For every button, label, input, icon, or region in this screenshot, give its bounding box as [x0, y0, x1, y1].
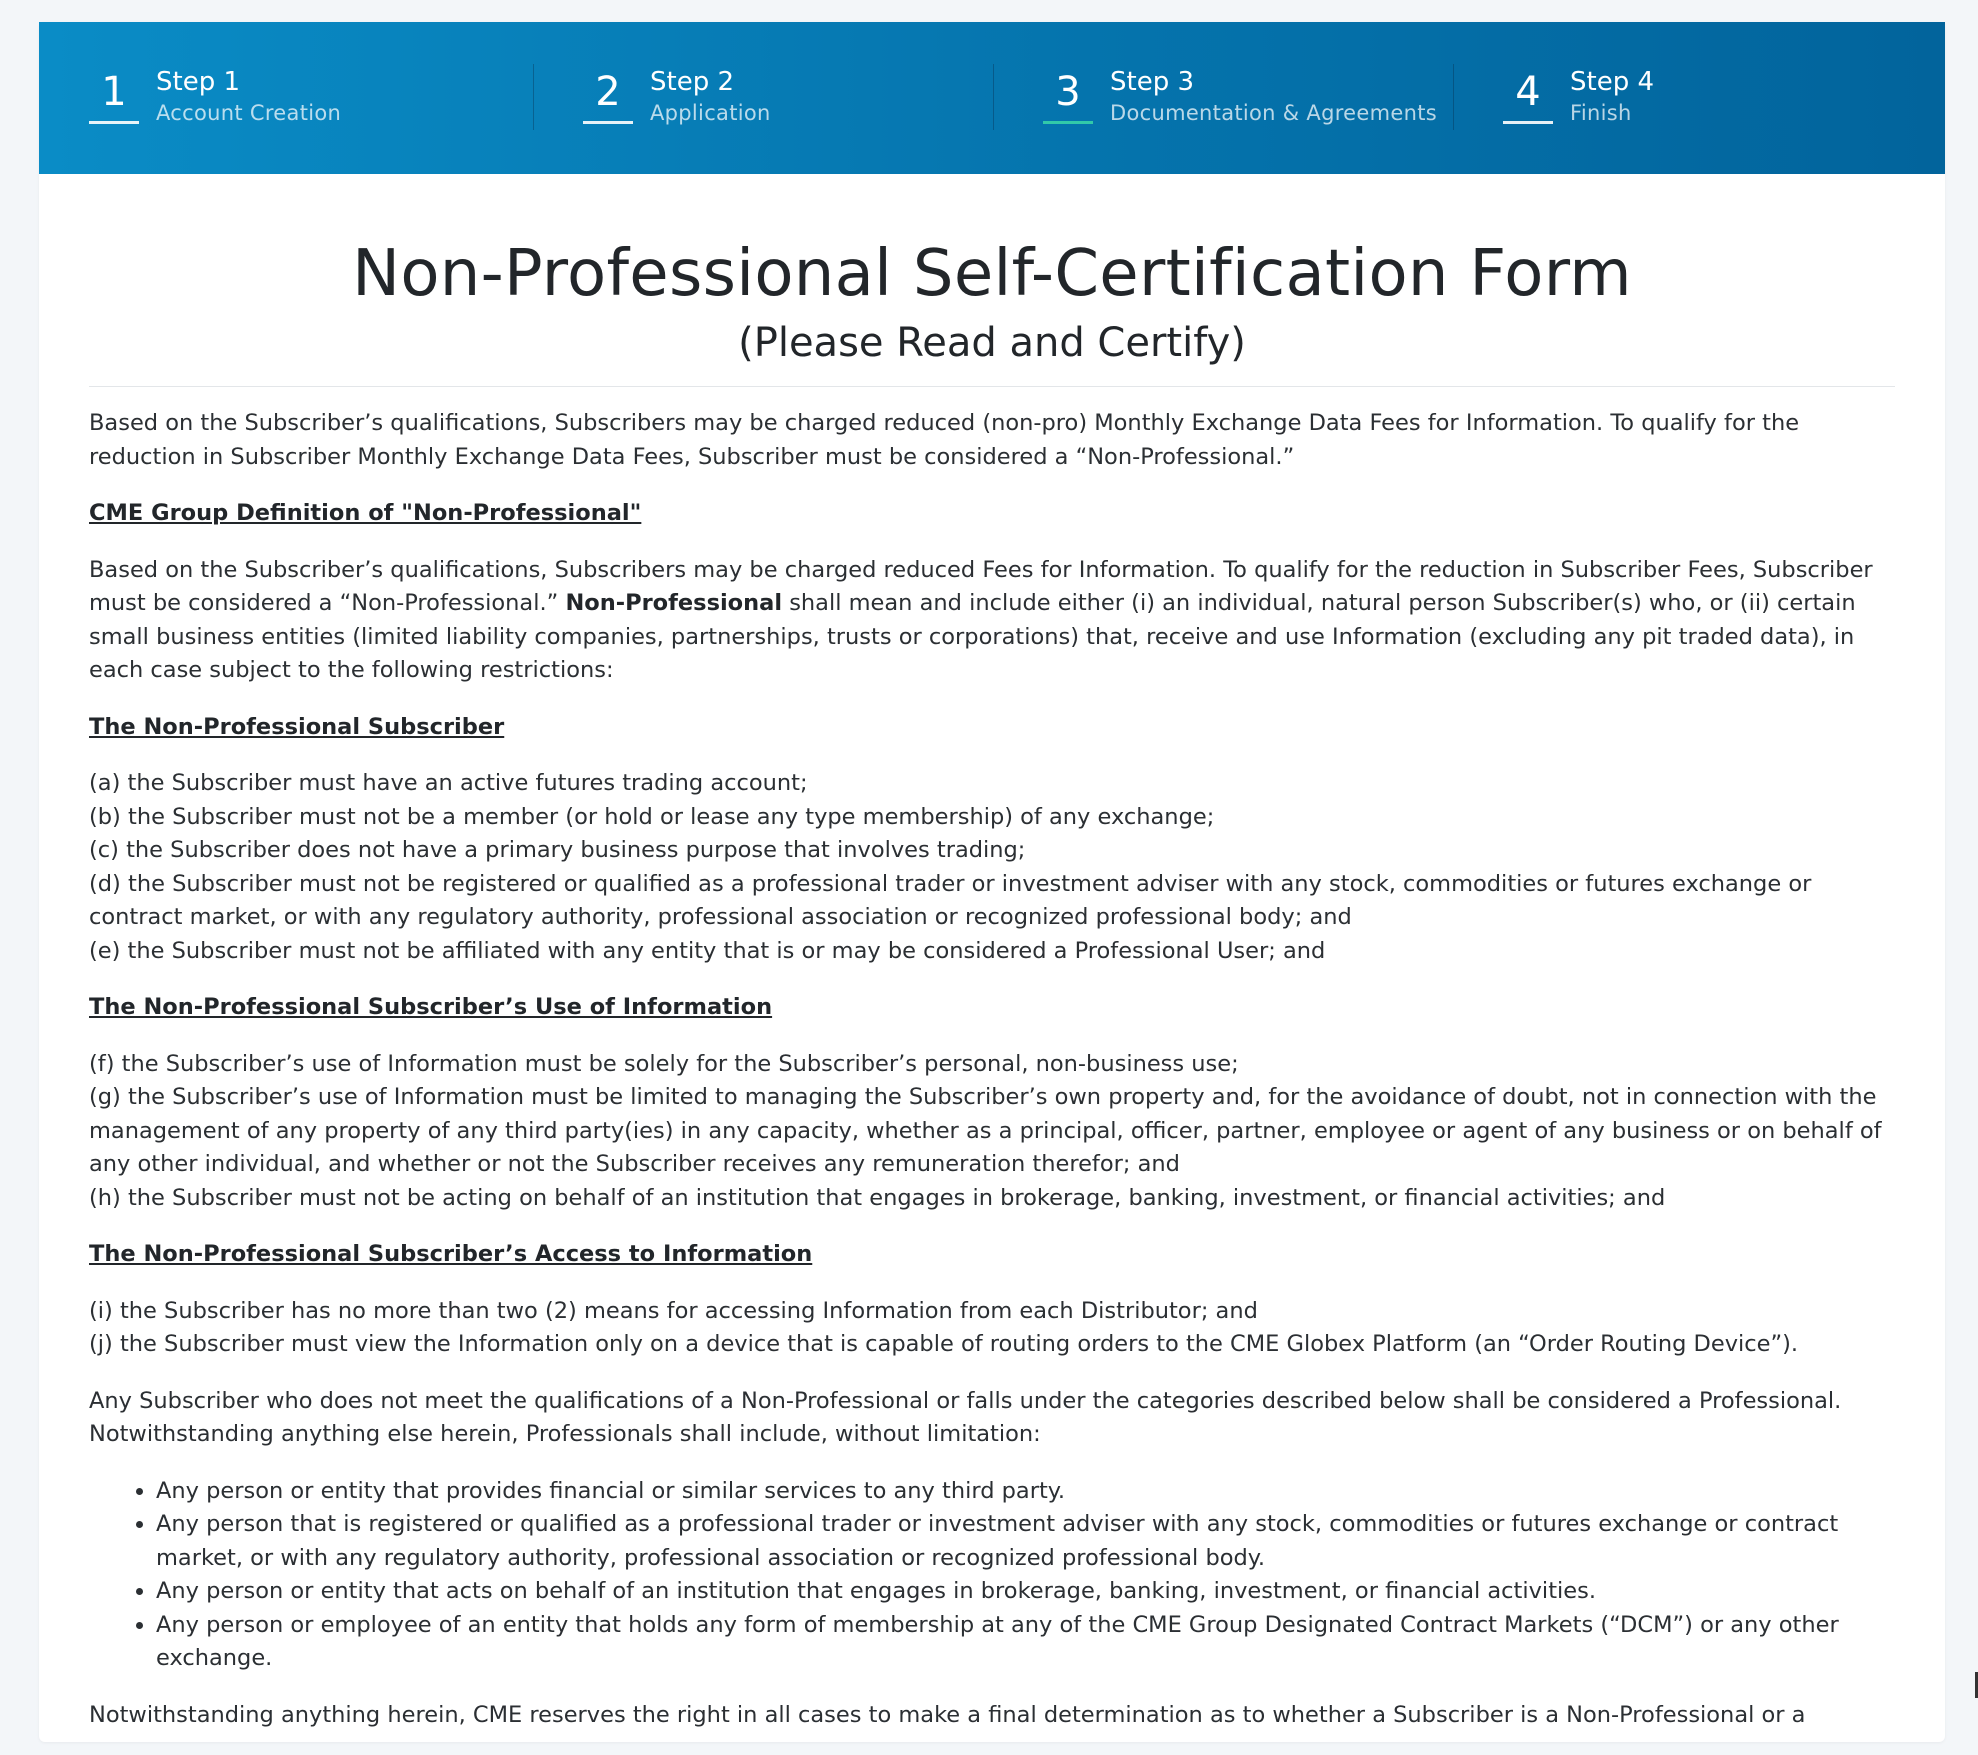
- step-number: 4: [1515, 69, 1541, 115]
- restriction-item: (i) the Subscriber has no more than two (2) means for accessing Information from each Distributor; and: [89, 1297, 1258, 1324]
- restriction-item: (j) the Subscriber must view the Information only on a device that is capable of routing orders to the CME Globex Platform (an “Order Routing Device”).: [89, 1331, 1799, 1357]
- list-item: • Any person that is registered or qualified as a professional trader or investment adviser with any stock, commodities or futures exchange or contract market, or with any regulatory authority, professional association or recognized professional body.: [156, 1508, 1895, 1575]
- step-indicator-bar: [583, 121, 633, 124]
- definition-paragraph: Based on the Subscriber’s qualifications, Subscribers may be charged reduced Fees for Information. To qualify for the reduction in Subscriber Fees, Subscriber must be considered a “Non-Professional.” Non-Professional shall mean and include either (i) an individual, natural person Subscriber(s) who, or (ii) certain small business entities (limited liability companies, partnerships, trusts or corporations) that, receive and use Information (excluding any pit traded data), in each case subject to the following restrictions:: [89, 556, 1873, 683]
- step-application[interactable]: [533, 22, 993, 174]
- professional-list: [89, 1475, 1895, 1676]
- form-content: [89, 174, 1895, 1755]
- subscriber-heading: The Non-Professional Subscriber: [89, 713, 505, 740]
- certification-document: [89, 407, 1895, 1732]
- step-documentation-agreements[interactable]: [993, 22, 1453, 174]
- restriction-item: (e) the Subscriber must not be affiliated with any entity that is or may be considered a Professional User; and: [89, 937, 1326, 964]
- step-indicator-bar: [1503, 121, 1553, 124]
- restriction-item: (a) the Subscriber must have an active futures trading account;: [89, 770, 808, 796]
- subscriber-restrictions: [89, 767, 1895, 968]
- step-account-creation[interactable]: [39, 22, 533, 174]
- restriction-item: (h) the Subscriber must not be acting on behalf of an institution that engages in brokerage, banking, investment, or financial activities; and: [89, 1184, 1666, 1211]
- step-title: Step 4: [1570, 67, 1655, 97]
- step-active-indicator-bar: [1043, 121, 1093, 124]
- list-item: • Any person or entity that provides financial or similar services to any third party.: [156, 1475, 1895, 1509]
- professional-paragraph: Any Subscriber who does not meet the qualifications of a Non-Professional or falls under the categories described below shall be considered a Professional. Notwithstanding anything else herein, Professionals shall include, without limitation:: [89, 1387, 1842, 1447]
- restriction-item: (f) the Subscriber’s use of Information must be solely for the Subscriber’s personal, non-business use;: [89, 1050, 1239, 1077]
- list-item: • Any person or entity that acts on behalf of an institution that engages in brokerage, banking, investment, or financial activities.: [156, 1575, 1895, 1609]
- restriction-item: (c) the Subscriber does not have a primary business purpose that involves trading;: [89, 837, 1026, 863]
- step-finish[interactable]: [1453, 22, 1913, 174]
- step-title: Step 2: [650, 67, 735, 97]
- restriction-item: (d) the Subscriber must not be registered or qualified as a professional trader or investment adviser with any stock, commodities or futures exchange or contract market, or with any regulatory authority, professional association or recognized professional body; and: [89, 870, 1812, 930]
- list-item: • Any person or employee of an entity that holds any form of membership at any of the CME Group Designated Contract Markets (“DCM”) or any other exchange.: [156, 1609, 1895, 1676]
- step-number: 3: [1055, 69, 1081, 115]
- page-title: Non-Professional Self-Certification Form: [352, 237, 1632, 311]
- step-subtitle: Documentation & Agreements: [1110, 101, 1437, 125]
- access-heading: The Non-Professional Subscriber’s Access to Information: [89, 1241, 813, 1267]
- progress-stepper: [39, 22, 1945, 174]
- form-card: [39, 22, 1945, 1742]
- step-title: Step 1: [156, 67, 241, 97]
- use-restrictions: [89, 1048, 1895, 1216]
- page-subtitle: (Please Read and Certify): [738, 320, 1246, 366]
- restriction-item: (b) the Subscriber must not be a member (or hold or lease any type membership) of any exchange;: [89, 803, 1215, 830]
- use-heading: The Non-Professional Subscriber’s Use of Information: [89, 994, 773, 1020]
- step-number: 2: [595, 69, 621, 115]
- step-indicator-bar: [89, 121, 139, 124]
- step-number: 1: [101, 69, 127, 115]
- access-restrictions: [89, 1295, 1895, 1362]
- restriction-item: (g) the Subscriber’s use of Information must be limited to managing the Subscriber’s own property and, for the avoidance of doubt, not in connection with the management of any property of any third party(ies) in any capacity, whether as a principal, officer, partner, employee or agent of any business or on behalf of any other individual, and whether or not the Subscriber receives any remuneration therefor; and: [89, 1084, 1882, 1177]
- step-subtitle: Account Creation: [156, 101, 342, 125]
- closing-paragraph: Notwithstanding anything herein, CME reserves the right in all cases to make a final determination as to whether a Subscriber is a Non-Professional or a: [89, 1701, 1806, 1728]
- divider: [89, 386, 1895, 387]
- intro-paragraph: Based on the Subscriber’s qualifications, Subscribers may be charged reduced (non-pro) Monthly Exchange Data Fees for Information. To qualify for the reduction in Subscriber Monthly Exchange Data Fees, Subscriber must be considered a “Non-Professional.”: [89, 410, 1800, 470]
- step-title: Step 3: [1110, 67, 1195, 97]
- step-subtitle: Application: [650, 101, 771, 125]
- definition-term: Non-Professional: [565, 590, 783, 616]
- step-subtitle: Finish: [1570, 101, 1632, 125]
- definition-heading: CME Group Definition of "Non-Professional": [89, 500, 642, 526]
